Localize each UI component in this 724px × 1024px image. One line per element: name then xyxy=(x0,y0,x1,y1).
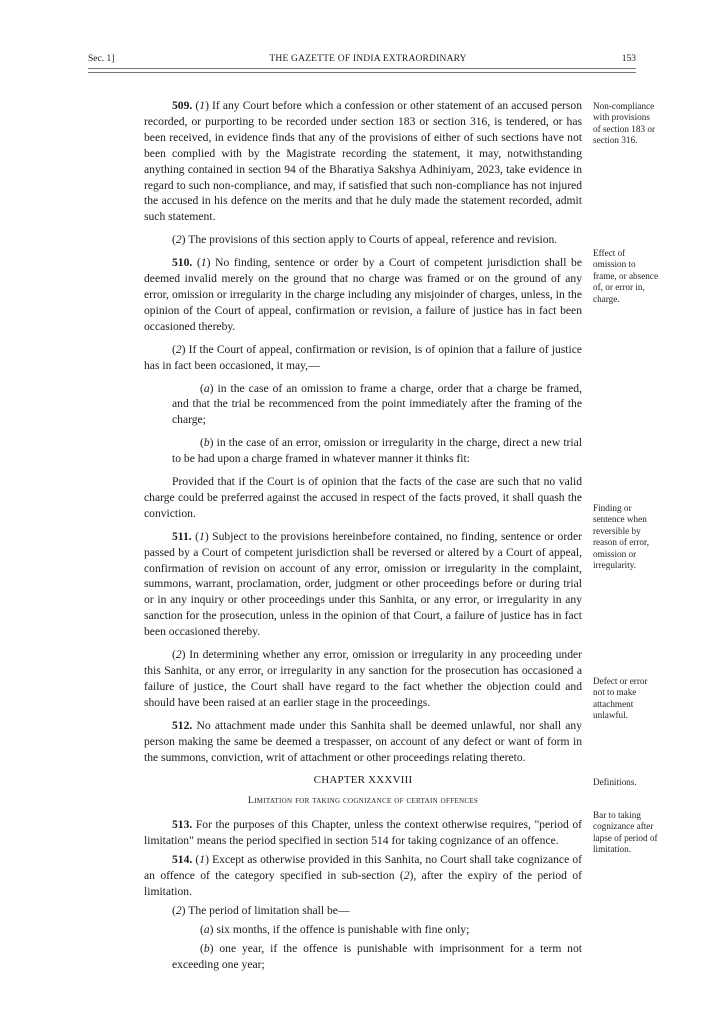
clause-label: b xyxy=(203,941,210,955)
section-514-para-1: 514. (1) Except as otherwise provided in this Sanhita, no Court shall take cognizance of an offence of the category specified in sub-section (2), after the expiry of the period of limitation. xyxy=(144,853,583,898)
page-header xyxy=(88,54,636,64)
section-511-para-1: 511. (1) Subject to the provisions hereinbefore contained, no finding, sentence or order passed by a Court of competent jurisdiction shall be reversed or altered by a Court of appeal, confirmation of revision on account of any error, omission or irregularity in the complaint, summons, warrant, proclamation, order, judgment or other proceedings before or during trial or in any inquiry or other proceedings under this Sanhita, or any error, or irregularity in any sanction for the prosecution, unless in the opinion of that Court, a failure of justice has in fact been occasioned thereby. xyxy=(144,529,582,639)
margin-note-512: Defect or error not to make attachment unlawful. xyxy=(593,676,648,721)
subsection-number: 1 xyxy=(199,99,206,112)
chapter-subtitle: Limitation for taking cognizance of certain offences xyxy=(247,795,479,807)
header-rule xyxy=(88,68,636,73)
paragraph-text: If the Court of appeal, confirmation or revision, is of opinion that a failure of justice has in fact been occasioned, it may,— xyxy=(144,342,582,372)
subsection-number: 1 xyxy=(200,256,207,270)
paragraph-text: in the case of an error, omission or irregularity in the charge, direct a new trial to be had upon a charge framed in whatever manner it thinks fit: xyxy=(172,436,582,466)
paragraph-text: No finding, sentence or order by a Court of competent jurisdiction shall be deemed invalid merely on the ground that no charge was framed or on the ground of any error, omission or irregularity in the charge including any misjoinder of charges, unless, in the opinion of the Court of appeal, confirmation or revision, a failure of justice has in fact been occasioned thereby. xyxy=(144,256,582,333)
section-514-para-2: (2) The period of limitation shall be— xyxy=(172,903,350,917)
section-509-para-2: (2) The provisions of this section apply to Courts of appeal, reference and revision. xyxy=(172,233,558,247)
subsection-reference: 2 xyxy=(403,868,410,882)
section-number: 514. xyxy=(172,853,193,867)
subsection-number: 2 xyxy=(175,903,182,917)
margin-note-513: Definitions. xyxy=(593,777,637,787)
section-510-para-2: (2) If the Court of appeal, confirmation or revision, is of opinion that a failure of justice has in fact been occasioned, it may,— xyxy=(144,342,582,372)
paragraph-text: The provisions of this section apply to Courts of appeal, reference and revision. xyxy=(185,233,558,247)
clause-label: a xyxy=(203,381,210,395)
gazette-title: THE GAZETTE OF INDIA EXTRAORDINARY xyxy=(269,54,467,64)
clause-label: a xyxy=(203,922,210,936)
section-510-para-1: 510. (1) No finding, sentence or order by a Court of competent jurisdiction shall be deemed invalid merely on the ground that no charge was framed or on the ground of any error, omission or irregularity in the charge including any misjoinder of charges, unless, in the opinion of the Court of appeal, confirmation or revision, a failure of justice has in fact been occasioned thereby. xyxy=(144,256,582,333)
subsection-number: 2 xyxy=(175,233,182,247)
margin-note-510: Effect of omission to frame, or absence of, or error in, charge. xyxy=(593,248,659,304)
margin-note-509: Non-compliance with provisions of section 183 or section 316. xyxy=(593,101,656,146)
paragraph-text: six months, if the offence is punishable with fine only; xyxy=(213,922,470,936)
section-number: 513. xyxy=(172,818,193,832)
section-510-clause-b: (b) in the case of an error, omission or irregularity in the charge, direct a new trial to be had upon a charge framed in whatever manner it thinks fit: xyxy=(172,436,582,466)
paragraph-text: The period of limitation shall be— xyxy=(185,903,350,917)
paragraph-text: ), after the expiry of the period of limitation. xyxy=(144,868,583,898)
margin-note-511: Finding or sentence when reversible by reason of error, omission or irregularity. xyxy=(593,503,650,571)
section-513-para-1 xyxy=(144,817,582,849)
paragraph-text: For the purposes of this Chapter, unless the context otherwise requires, "period of limitation" means the period specified in section 514 for taking cognizance of an offence. xyxy=(144,818,582,848)
section-514-clause-a: (a) six months, if the offence is punishable with fine only; xyxy=(200,922,470,936)
chapter-title: CHAPTER XXXVIII xyxy=(313,774,413,787)
paragraph-text: Except as otherwise provided in this Sanhita, no Court shall take cognizance of an offence of the category specified in sub-section ( xyxy=(144,853,582,882)
subsection-number: 1 xyxy=(199,853,206,867)
paragraph-text: one year, if the offence is punishable with imprisonment for a term not exceeding one year; xyxy=(172,941,582,971)
paragraph-text: In determining whether any error, omission or irregularity in any proceeding under this Sanhita, or any error, or irregularity in any sanction for the prosecution has occasioned a failure of justice, the Court shall have regard to the fact whether the objection could and should have been raised at an earlier stage in the proceedings. xyxy=(144,648,582,709)
subsection-number: 2 xyxy=(175,648,182,662)
section-512-para-1 xyxy=(144,718,582,766)
section-number: 510. xyxy=(172,256,193,270)
section-510-clause-a: (a) in the case of an omission to frame a charge, order that a charge be framed, and that the trial be recommenced from the point immediately after the framing of the charge; xyxy=(172,381,582,427)
section-number: 509. xyxy=(172,99,193,112)
document-body xyxy=(144,98,582,975)
section-511-para-2: (2) In determining whether any error, omission or irregularity in any proceeding under this Sanhita, or any error, or irregularity in any sanction for the prosecution has occasioned a failure of justice, the Court shall have regard to the fact whether the objection could and should have been raised at an earlier stage in the proceedings. xyxy=(144,648,582,709)
section-514-clause-b: (b) one year, if the offence is punishable with imprisonment for a term not exceeding one year; xyxy=(172,941,582,971)
paragraph-text: If any Court before which a confession or other statement of an accused person recorded, or purporting to be recorded under section 183 or section 316, is tendered, or has been received, in evidence finds that any of the provisions of either of such sections have not been complied with by the Magistrate recording the statement, it may, notwithstanding anything contained in section 94 of the Bharatiya Sakshya Adhiniyam, 2023, take evidence in regard to such non-compliance, and may, if satisfied that such non-compliance has not injured the accused in his defence on the merits and that he duly made the statement recorded, admit such statement. xyxy=(144,99,582,224)
paragraph-text: in the case of an omission to frame a charge, order that a charge be framed, and that the trial be recommenced from the point immediately after the framing of the charge; xyxy=(172,381,582,427)
margin-note-514: Bar to taking cognizance after lapse of period of limitation. xyxy=(593,810,658,855)
page-number: 153 xyxy=(621,54,636,64)
subsection-number: 1 xyxy=(199,529,205,543)
section-number: 512. xyxy=(172,718,193,732)
subsection-number: 2 xyxy=(175,342,182,356)
section-number: 511. xyxy=(172,529,192,543)
paragraph-text: No attachment made under this Sanhita shall be deemed unlawful, nor shall any person making the same be deemed a trespasser, on account of any defect or want of form in the summons, conviction, writ of attachment or other proceedings relating thereto. xyxy=(144,718,582,764)
paragraph-text: Subject to the provisions hereinbefore contained, no finding, sentence or order passed by a Court of competent jurisdiction shall be reversed or altered by a Court of appeal, confirmation of revision on account of any error, omission or irregularity in the complaint, summons, warrant, proclamation, order, judgment or other proceedings before or during trial or in any inquiry or other proceedings under this Sanhita, or any error, or irregularity in any sanction for the prosecution, unless in the opinion of that Court, a failure of justice has in fact been occasioned thereby. xyxy=(144,529,582,639)
section-label: Sec. 1] xyxy=(88,54,115,64)
section-509-para-1: 509. (1) If any Court before which a confession or other statement of an accused person recorded, or purporting to be recorded under section 183 or section 316, is tendered, or has been received, in evidence finds that any of the provisions of either of such sections have not been complied with by the Magistrate recording the statement, it may, notwithstanding anything contained in section 94 of the Bharatiya Sakshya Adhiniyam, 2023, take evidence in regard to such non-compliance, and may, if satisfied that such non-compliance has not injured the accused in his defence on the merits and that he duly made the statement recorded, admit such statement. xyxy=(144,99,582,224)
clause-label: b xyxy=(203,436,210,450)
section-510-proviso: Provided that if the Court is of opinion that the facts of the case are such that no valid charge could be preferred against the accused in respect of the facts proved, it shall quash the conviction. xyxy=(144,475,582,520)
